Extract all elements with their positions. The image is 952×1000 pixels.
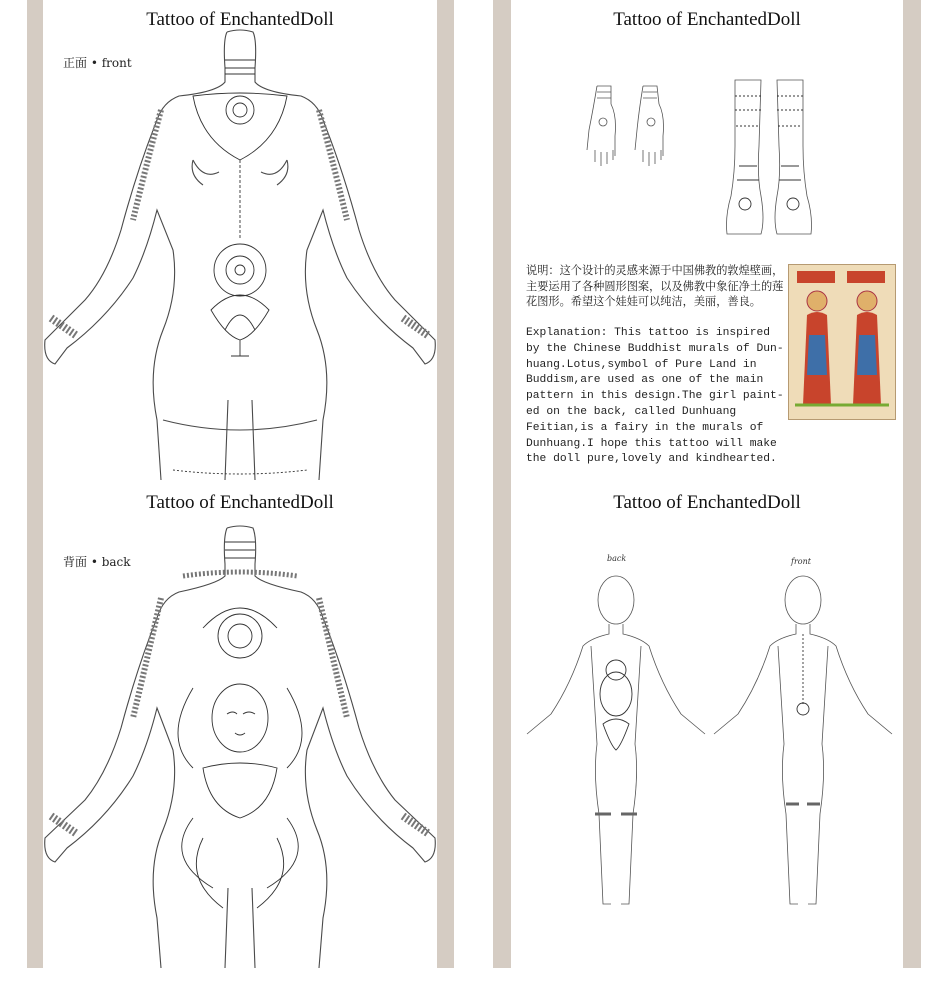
detail-title: Tattoo of EnchantedDoll	[613, 9, 801, 30]
dunhuang-mural-image	[788, 264, 896, 420]
views-title: Tattoo of EnchantedDoll	[613, 492, 801, 513]
left-rail	[27, 0, 43, 968]
back-caption: back	[607, 554, 627, 563]
mural-figures	[789, 265, 895, 419]
full-body-figures	[511, 574, 903, 934]
center-rail-right	[493, 0, 511, 968]
front-caption: front	[791, 557, 811, 566]
description-english: Explanation: This tattoo is inspired by the Chinese Buddhist murals of Dun- huang.Lotus,symbol of Pure Land in Buddism,are used as one of the main pattern in this design.The girl paint- ed on the back, called Dunhuang Feitian,is a fairy in the murals of Dunhuang.I hope this tattoo will make the doll pure,lovely and kindhearted.	[526, 327, 784, 466]
description-chinese: 说明：这个设计的灵感来源于中国佛教的敦煌壁画，主要运用了各种圆形图案，以及佛教中象征净土的莲花图形。希望这个娃娃可以纯洁，美丽，善良。	[526, 264, 784, 308]
front-title: Tattoo of EnchantedDoll	[146, 9, 334, 30]
back-label: 背面 • back	[63, 555, 131, 569]
left-panel	[43, 0, 437, 968]
back-body-figure	[43, 518, 437, 968]
front-label: 正面 • front	[63, 56, 132, 70]
right-rail	[903, 0, 921, 968]
legs-illustration	[721, 76, 831, 246]
front-body-figure	[43, 0, 437, 480]
center-rail-left	[437, 0, 454, 968]
back-title: Tattoo of EnchantedDoll	[146, 492, 334, 513]
hands-illustration	[581, 80, 721, 200]
right-panel	[511, 0, 903, 968]
